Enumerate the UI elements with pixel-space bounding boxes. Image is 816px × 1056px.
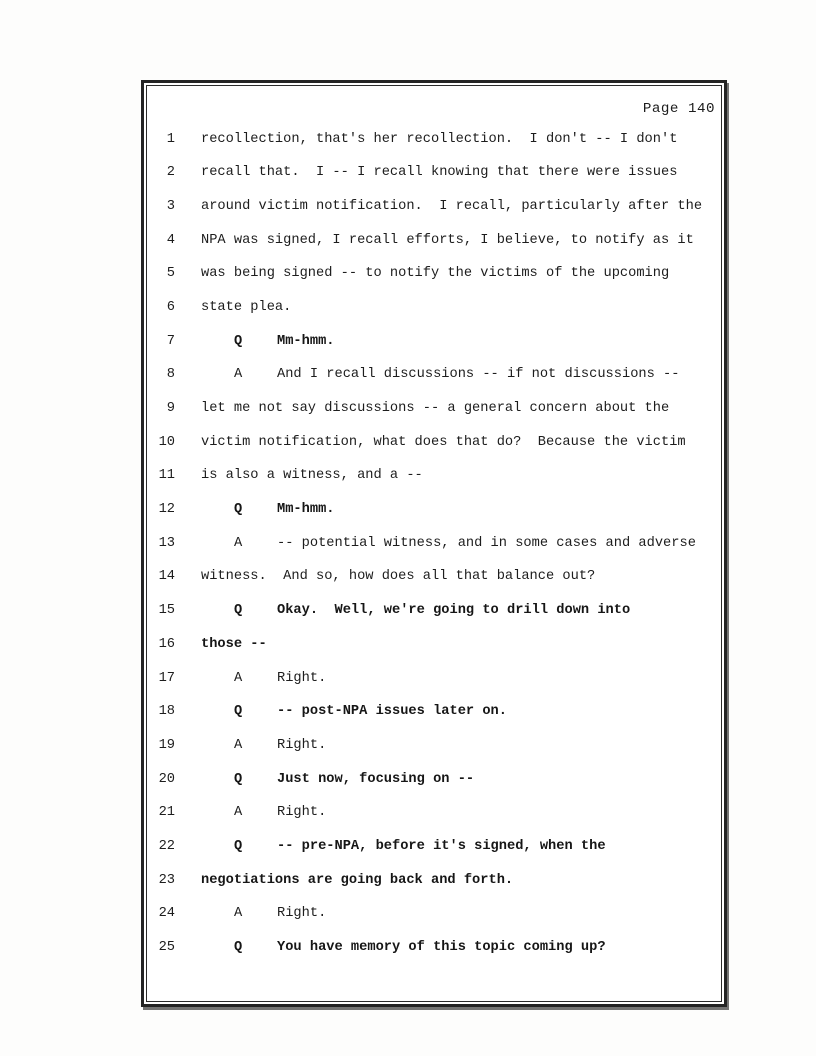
- line-content: [201, 291, 291, 325]
- speaker-label: Q: [234, 940, 243, 955]
- transcript-line: [149, 796, 721, 830]
- line-text: Right.: [277, 737, 327, 753]
- line-number: 19: [158, 737, 175, 753]
- line-number: 13: [158, 535, 175, 551]
- line-number: 22: [158, 838, 175, 854]
- transcript-line: [149, 291, 721, 325]
- transcript-line: [149, 426, 721, 460]
- line-text: -- post-NPA issues later on.: [277, 704, 507, 720]
- line-number: 21: [158, 805, 175, 821]
- line-number: 4: [166, 232, 175, 248]
- transcript-line: [149, 628, 721, 662]
- line-content: [201, 325, 335, 359]
- line-number: 15: [158, 603, 175, 619]
- line-number: 17: [158, 670, 175, 686]
- speaker-label: Q: [234, 603, 243, 619]
- speaker-label: A: [234, 367, 243, 383]
- line-content: [201, 729, 326, 763]
- line-content: [201, 224, 694, 258]
- line-content: [201, 796, 326, 830]
- line-text: Right.: [277, 670, 327, 686]
- line-number: 1: [166, 131, 175, 147]
- line-content: [201, 527, 696, 561]
- line-text: those --: [201, 636, 267, 652]
- line-text: Just now, focusing on --: [277, 771, 475, 787]
- line-number: 7: [166, 333, 175, 349]
- page-frame-inner: [146, 85, 722, 1002]
- transcript-line: [149, 560, 721, 594]
- line-text: You have memory of this topic coming up?: [277, 940, 606, 955]
- transcript-line: [149, 864, 721, 898]
- line-text: Mm-hmm.: [277, 502, 335, 518]
- speaker-label: A: [234, 535, 243, 551]
- line-content: [201, 156, 677, 190]
- line-text: let me not say discussions -- a general concern about the: [201, 401, 670, 416]
- line-number: 14: [158, 569, 175, 585]
- transcript-line: [149, 897, 721, 931]
- speaker-label: A: [234, 805, 243, 821]
- line-number: 16: [158, 636, 175, 652]
- transcript-line: [149, 527, 721, 561]
- line-text: Right.: [277, 805, 327, 821]
- transcript-line: [149, 190, 721, 224]
- transcript-lines: [149, 123, 721, 965]
- page-frame-outer: [141, 80, 727, 1007]
- line-text: NPA was signed, I recall efforts, I believe, to notify as it: [201, 232, 694, 248]
- line-number: 3: [166, 198, 175, 214]
- transcript-line: [149, 392, 721, 426]
- line-content: [201, 931, 606, 965]
- line-number: 12: [158, 502, 175, 518]
- line-number: 25: [158, 940, 175, 955]
- line-number: 8: [166, 367, 175, 383]
- transcript-line: [149, 763, 721, 797]
- speaker-label: Q: [234, 838, 243, 854]
- line-text: -- pre-NPA, before it's signed, when the: [277, 838, 606, 854]
- line-content: [201, 493, 335, 527]
- transcript-line: [149, 156, 721, 190]
- line-content: [201, 864, 513, 898]
- speaker-label: Q: [234, 704, 243, 720]
- line-number: 24: [158, 906, 175, 922]
- transcript-line: [149, 594, 721, 628]
- line-text: recollection, that's her recollection. I don't -- I don't: [201, 131, 678, 147]
- speaker-label: A: [234, 737, 243, 753]
- transcript-line: [149, 123, 721, 157]
- line-text: recall that. I -- I recall knowing that there were issues: [201, 165, 678, 181]
- line-content: [201, 257, 669, 291]
- line-text: Mm-hmm.: [277, 333, 335, 349]
- line-content: [201, 123, 677, 157]
- line-text: was being signed -- to notify the victims of the upcoming: [201, 266, 670, 282]
- line-text: victim notification, what does that do? Because the victim: [201, 434, 686, 450]
- line-text: negotiations are going back and forth.: [201, 872, 514, 888]
- line-number: 10: [158, 434, 175, 450]
- speaker-label: A: [234, 670, 243, 686]
- line-content: [201, 190, 702, 224]
- speaker-label: A: [234, 906, 243, 922]
- line-text: Okay. Well, we're going to drill down into: [277, 603, 631, 619]
- line-content: [201, 628, 267, 662]
- line-text: And I recall discussions -- if not discussions --: [277, 367, 680, 383]
- speaker-label: Q: [234, 333, 243, 349]
- transcript-line: [149, 224, 721, 258]
- line-content: [201, 763, 474, 797]
- line-text: is also a witness, and a --: [201, 468, 423, 484]
- line-content: [201, 662, 326, 696]
- speaker-label: Q: [234, 502, 243, 518]
- line-content: [201, 594, 630, 628]
- line-text: state plea.: [201, 299, 292, 315]
- line-number: 11: [158, 468, 175, 484]
- transcript-line: [149, 358, 721, 392]
- line-content: [201, 392, 669, 426]
- transcript-line: [149, 729, 721, 763]
- transcript-line: [149, 931, 721, 965]
- line-content: [201, 459, 423, 493]
- line-number: 6: [166, 299, 175, 315]
- line-content: [201, 358, 679, 392]
- transcript-line: [149, 830, 721, 864]
- line-text: Right.: [277, 906, 327, 922]
- transcript-line: [149, 493, 721, 527]
- line-number: 5: [166, 266, 175, 282]
- transcript-line: [149, 459, 721, 493]
- speaker-label: Q: [234, 771, 243, 787]
- line-content: [201, 897, 326, 931]
- transcript-line: [149, 662, 721, 696]
- transcript-line: [149, 325, 721, 359]
- transcript-line: [149, 257, 721, 291]
- line-content: [201, 560, 595, 594]
- page-number-header: Page 140: [642, 101, 715, 117]
- line-content: [201, 695, 507, 729]
- line-number: 18: [158, 704, 175, 720]
- line-number: 23: [158, 872, 175, 888]
- line-number: 2: [166, 165, 175, 181]
- line-number: 9: [166, 401, 175, 416]
- line-text: -- potential witness, and in some cases and adverse: [277, 535, 696, 551]
- line-content: [201, 426, 686, 460]
- line-content: [201, 830, 606, 864]
- line-number: 20: [158, 771, 175, 787]
- transcript-line: [149, 695, 721, 729]
- line-text: witness. And so, how does all that balance out?: [201, 569, 596, 585]
- line-text: around victim notification. I recall, particularly after the: [201, 198, 703, 214]
